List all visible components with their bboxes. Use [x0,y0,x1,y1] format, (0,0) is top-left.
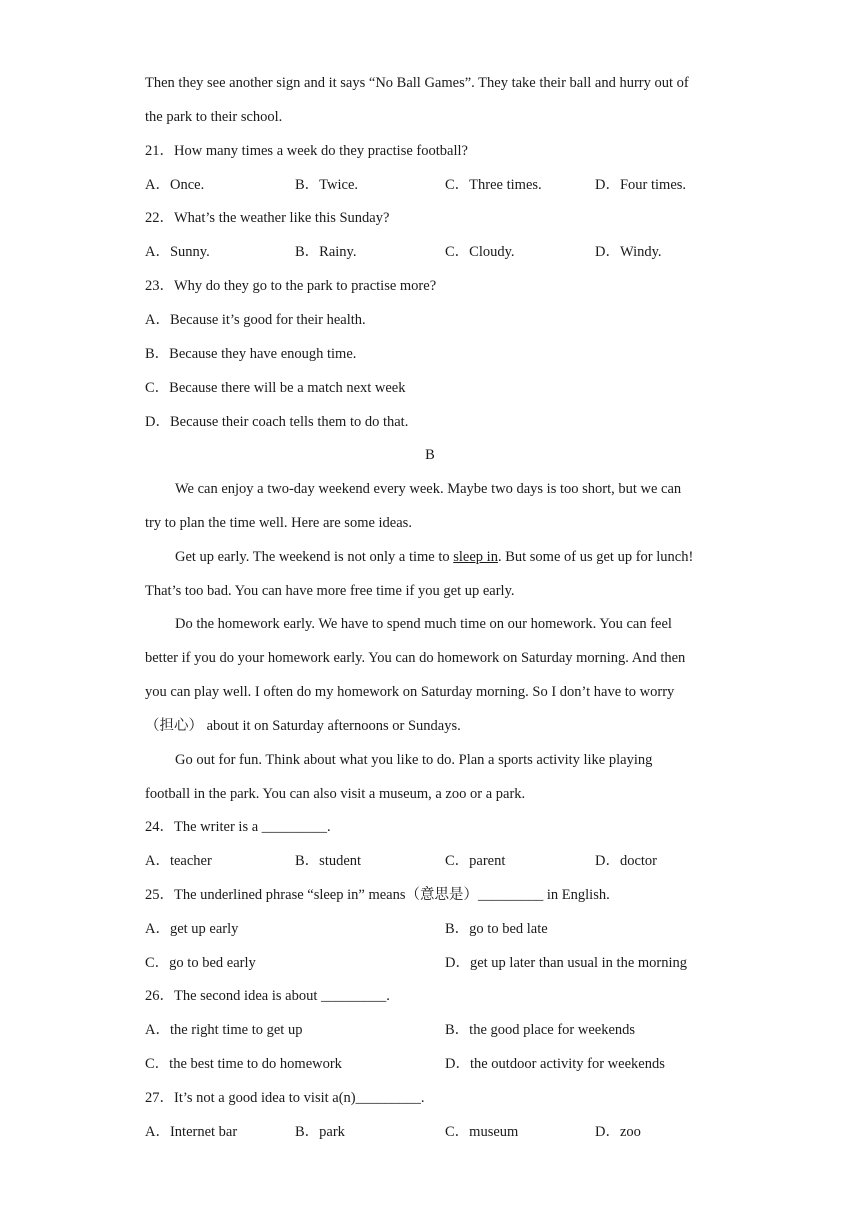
passage-line: Go out for fun. Think about what you like to do. Plan a sports activity like playing [175,752,653,768]
question-27-stem: 27．It’s not a good idea to visit a(n)_________. [145,1090,425,1106]
q23-option-d: D．Because their coach tells them to do that. [145,414,409,430]
q22-option-b: B．Rainy. [295,244,357,260]
q24-option-d: D．doctor [595,853,658,869]
passage-line: the park to their school. [145,109,283,125]
section-b-heading: B [425,447,435,463]
q26-option-a: A．the right time to get up [145,1022,303,1038]
question-21-stem: 21．How many times a week do they practise football? [145,143,468,159]
passage-line [175,547,693,567]
passage-line: Then they see another sign and it says “No Ball Games”. They take their ball and hurry out of [145,75,689,91]
q27-option-a: A．Internet bar [145,1124,238,1140]
passage-line: （担心） about it on Saturday afternoons or Sundays. [145,718,461,734]
underlined-phrase: sleep in [453,549,498,565]
q27-option-b: B．park [295,1124,345,1140]
q21-option-c: C．Three times. [445,177,542,193]
passage-line: That’s too bad. You can have more free time if you get up early. [145,583,515,599]
question-25-stem: 25．The underlined phrase “sleep in” means（意思是）_________ in English. [145,887,610,903]
q25-option-c: C．go to bed early [145,955,256,971]
question-22-stem: 22．What’s the weather like this Sunday? [145,210,390,226]
q22-option-a: A．Sunny. [145,244,210,260]
q27-option-d: D．zoo [595,1124,641,1140]
question-24-stem: 24．The writer is a _________. [145,819,331,835]
passage-line: football in the park. You can also visit a museum, a zoo or a park. [145,786,526,802]
passage-line: Do the homework early. We have to spend much time on our homework. You can feel [175,616,672,632]
q23-option-c: C．Because there will be a match next week [145,380,406,396]
q27-option-c: C．museum [445,1124,519,1140]
q24-option-b: B．student [295,853,362,869]
q21-option-d: D．Four times. [595,177,687,193]
q25-option-d: D．get up later than usual in the morning [445,955,688,971]
q23-option-a: A．Because it’s good for their health. [145,312,366,328]
q24-option-a: A．teacher [145,853,212,869]
passage-text: . But some of us get up for lunch! [497,549,694,565]
q22-option-c: C．Cloudy. [445,244,515,260]
q24-option-c: C．parent [445,853,506,869]
question-26-stem: 26．The second idea is about _________. [145,988,390,1004]
passage-line: try to plan the time well. Here are some ideas. [145,515,412,531]
passage-line: you can play well. I often do my homework on Saturday morning. So I don’t have to worry [145,684,675,700]
passage-text: Get up early. The weekend is not only a time to [175,549,454,565]
passage-line: We can enjoy a two-day weekend every week. Maybe two days is too short, but we can [175,481,682,497]
q23-option-b: B．Because they have enough time. [145,346,357,362]
q22-option-d: D．Windy. [595,244,662,260]
q26-option-c: C．the best time to do homework [145,1056,342,1072]
q21-option-a: A．Once. [145,177,205,193]
q26-option-b: B．the good place for weekends [445,1022,636,1038]
passage-line: better if you do your homework early. You can do homework on Saturday morning. And then [145,650,686,666]
q25-option-b: B．go to bed late [445,921,548,937]
q21-option-b: B．Twice. [295,177,359,193]
q26-option-d: D．the outdoor activity for weekends [445,1056,665,1072]
q25-option-a: A．get up early [145,921,239,937]
question-23-stem: 23．Why do they go to the park to practise more? [145,278,437,294]
